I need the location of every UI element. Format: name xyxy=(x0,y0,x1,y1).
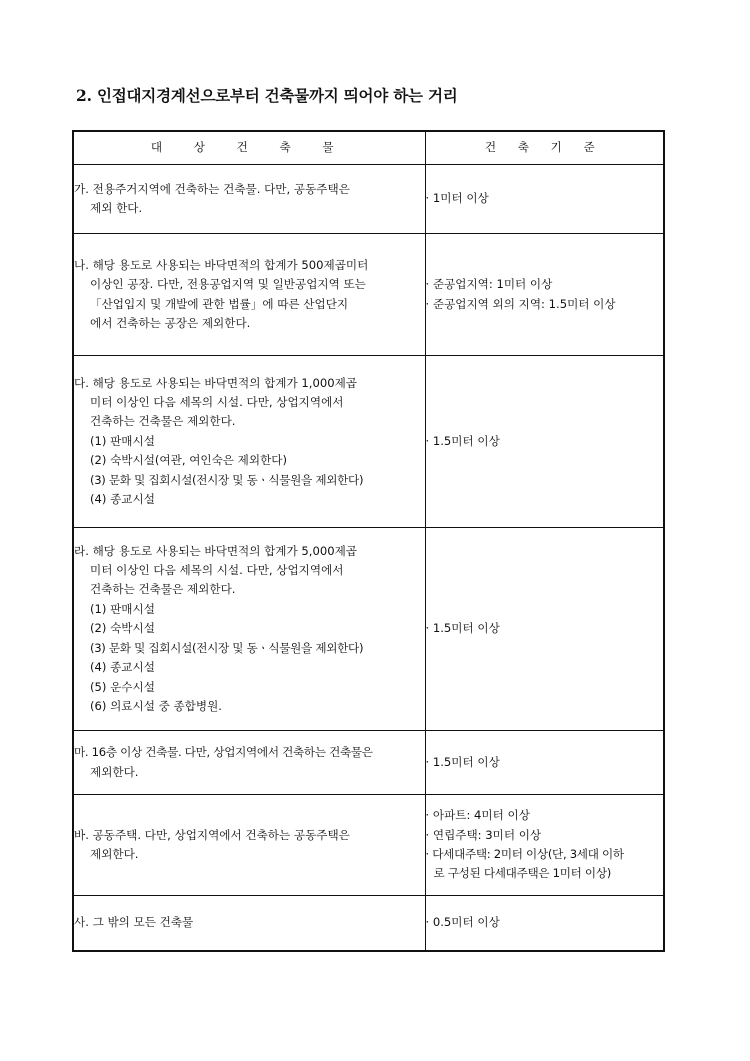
building-cell xyxy=(73,795,425,896)
standard-line: · 연립주택: 3미터 이상 xyxy=(425,827,542,842)
standard-cell xyxy=(425,356,664,528)
subitem-line: (3) 문화 및 집회시설(전시장 및 동ㆍ식물원을 제외한다) xyxy=(90,640,364,655)
building-line: 바. 공동주택. 다만, 상업지역에서 건축하는 공동주택은 xyxy=(74,827,350,842)
building-cell xyxy=(73,528,425,731)
table-row xyxy=(73,731,664,795)
subitem-line: (1) 판매시설 xyxy=(90,433,155,448)
building-line: 제외한다. xyxy=(90,764,139,779)
subitem-line: (2) 숙박시설 xyxy=(90,621,155,636)
standard-cell xyxy=(425,896,664,951)
building-line: 건축하는 건축물은 제외한다. xyxy=(90,414,236,429)
standard-cell xyxy=(425,165,664,234)
building-cell xyxy=(73,896,425,951)
table-row xyxy=(73,165,664,234)
subitem-line: (4) 종교시설 xyxy=(90,492,155,507)
setback-distance-table xyxy=(72,130,665,952)
standard-line: · 0.5미터 이상 xyxy=(425,915,500,930)
building-line: 라. 해당 용도로 사용되는 바닥면적의 합계가 5,000제곱 xyxy=(74,543,357,558)
standard-line: · 1.5미터 이상 xyxy=(425,754,500,769)
section-title: 2. 인접대지경계선으로부터 건축물까지 띄어야 하는 거리 xyxy=(76,86,458,105)
building-line: 마. 16층 이상 건축물. 다만, 상업지역에서 건축하는 건축물은 xyxy=(74,745,373,760)
standard-line: · 준공업지역: 1미터 이상 xyxy=(425,277,553,292)
subitem-line: (1) 판매시설 xyxy=(90,601,155,616)
standard-line: · 아파트: 4미터 이상 xyxy=(425,808,530,823)
building-line: 「산업입지 및 개발에 관한 법률」에 따른 산업단지 xyxy=(90,296,349,311)
building-line: 건축하는 건축물은 제외한다. xyxy=(90,582,236,597)
subitem-line: (6) 의료시설 중 종합병원. xyxy=(90,698,222,713)
subitem-line: (2) 숙박시설(여관, 여인숙은 제외한다) xyxy=(90,453,288,468)
standard-cell xyxy=(425,795,664,896)
building-line: 에서 건축하는 공장은 제외한다. xyxy=(90,315,251,330)
building-cell xyxy=(73,731,425,795)
building-line: 제외 한다. xyxy=(90,201,143,215)
standard-line: 로 구성된 다세대주택은 1미터 이상) xyxy=(433,866,611,881)
building-line: 제외한다. xyxy=(90,847,139,861)
table-header-row xyxy=(73,131,664,165)
standard-line: · 1미터 이상 xyxy=(425,191,489,206)
building-cell xyxy=(73,356,425,528)
header-building-standard: 건 축 기 준 xyxy=(425,131,664,165)
standard-line: · 1.5미터 이상 xyxy=(425,621,500,636)
building-cell xyxy=(73,165,425,234)
table-row xyxy=(73,528,664,731)
table-row xyxy=(73,795,664,896)
building-line: 가. 전용주거지역에 건축하는 건축물. 다만, 공동주택은 xyxy=(74,181,350,196)
building-line: 이상인 공장. 다만, 전용공업지역 및 일반공업지역 또는 xyxy=(90,277,366,292)
building-cell xyxy=(73,234,425,356)
standard-line: · 1.5미터 이상 xyxy=(425,433,500,448)
standard-cell xyxy=(425,234,664,356)
standard-line: · 다세대주택: 2미터 이상(단, 3세대 이하 xyxy=(425,847,624,861)
building-line: 나. 해당 용도로 사용되는 바닥면적의 합계가 500제곱미터 xyxy=(74,257,369,272)
building-line: 미터 이상인 다음 세목의 시설. 다만, 상업지역에서 xyxy=(90,563,344,578)
building-line: 다. 해당 용도로 사용되는 바닥면적의 합계가 1,000제곱 xyxy=(74,375,357,390)
standard-line: · 준공업지역 외의 지역: 1.5미터 이상 xyxy=(425,296,616,311)
building-line: 미터 이상인 다음 세목의 시설. 다만, 상업지역에서 xyxy=(90,394,344,409)
subitem-line: (5) 운수시설 xyxy=(90,679,155,694)
table-row xyxy=(73,896,664,951)
subitem-line: (4) 종교시설 xyxy=(90,660,155,675)
header-target-building: 대 상 건 축 물 xyxy=(73,131,425,165)
table-row xyxy=(73,234,664,356)
table-row xyxy=(73,356,664,528)
subitem-line: (3) 문화 및 집회시설(전시장 및 동ㆍ식물원을 제외한다) xyxy=(90,472,364,487)
standard-cell xyxy=(425,528,664,731)
standard-cell xyxy=(425,731,664,795)
building-line: 사. 그 밖의 모든 건축물 xyxy=(74,915,194,930)
